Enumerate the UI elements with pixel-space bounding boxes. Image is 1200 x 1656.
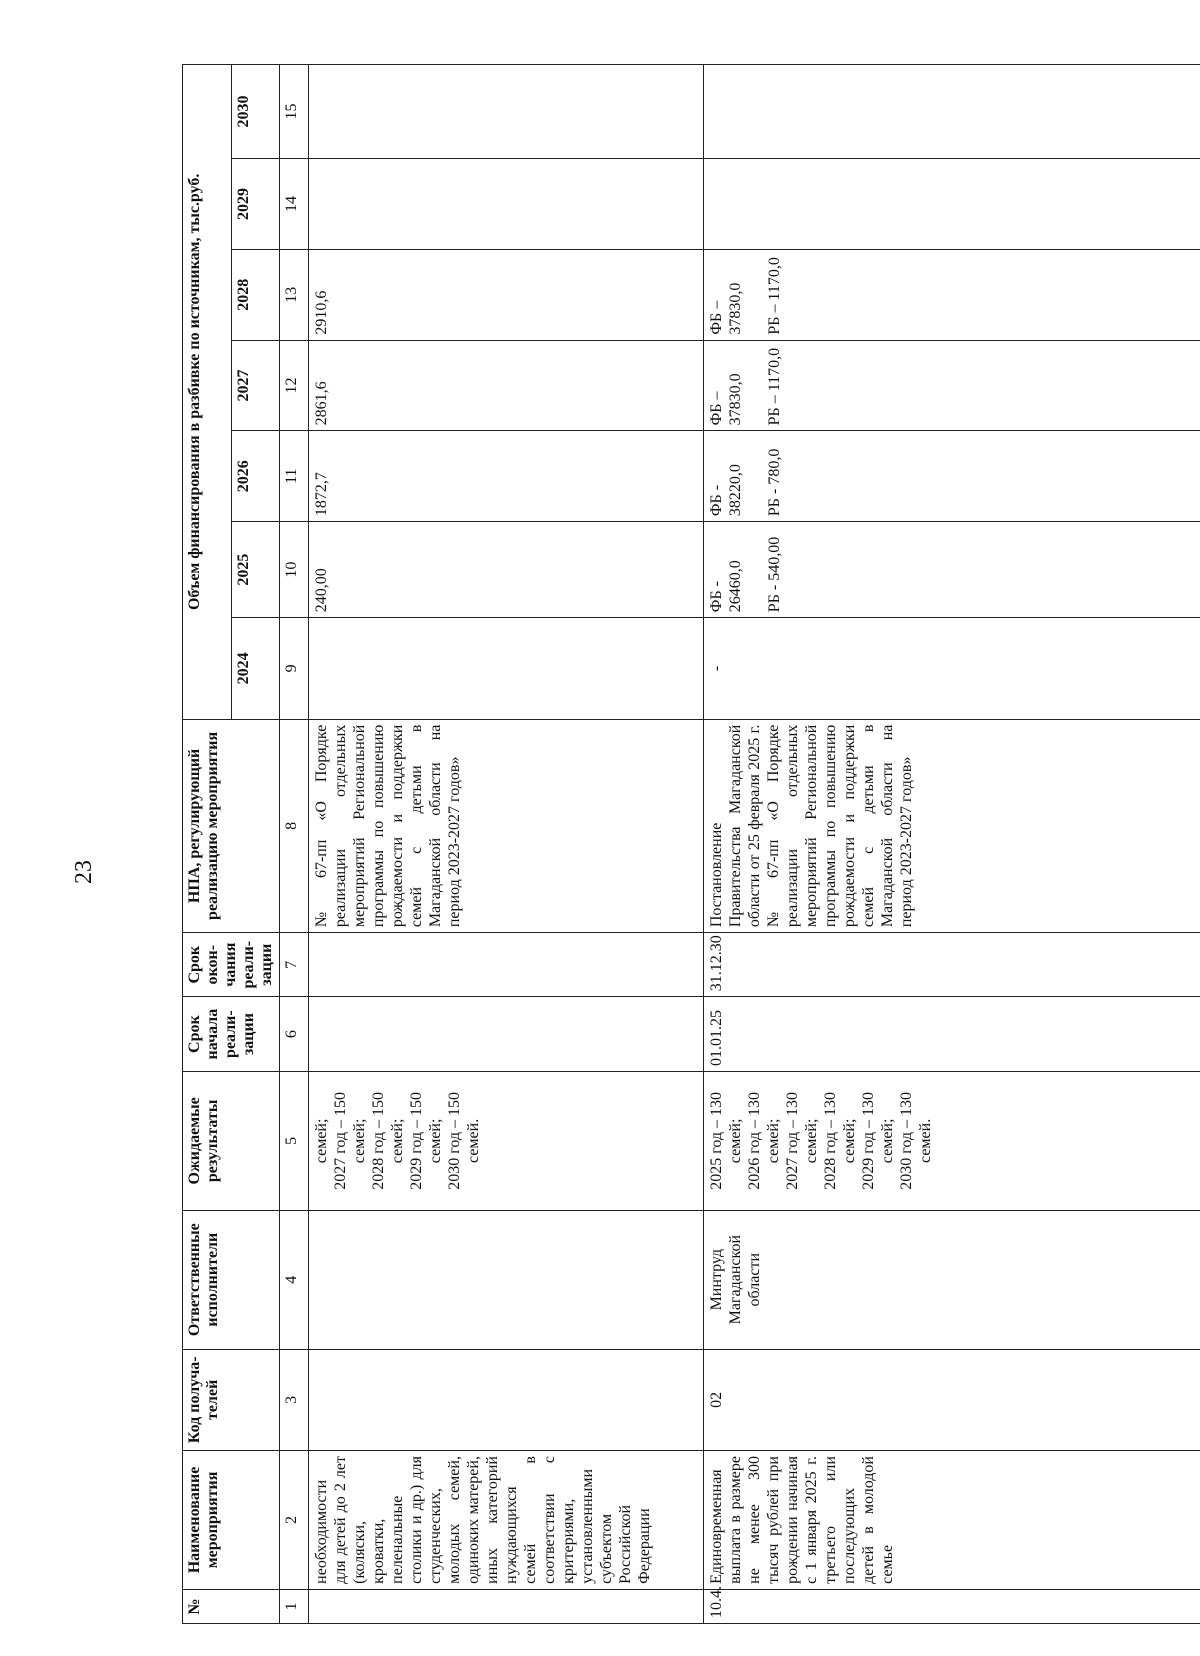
result-line: 2029 год – 130 семей;	[860, 1091, 896, 1190]
header-results: Ожидаемые результаты	[183, 1071, 280, 1210]
result-line: 2028 год – 130 семей;	[822, 1091, 858, 1190]
fin-value: 2861,6	[313, 381, 330, 426]
column-number: 5	[280, 1071, 309, 1210]
fin-2025	[309, 522, 704, 618]
result-line: семей;	[313, 1118, 330, 1164]
header-year: 2026	[231, 431, 280, 522]
fin-value: ФБ – 37830,0	[708, 282, 744, 335]
column-number: 12	[280, 340, 309, 431]
column-number: 6	[280, 997, 309, 1072]
row-no	[309, 1589, 704, 1623]
result-line: 2028 год – 150 семей;	[370, 1091, 406, 1190]
result-line: 2029 год – 150 семей;	[408, 1091, 444, 1190]
header-npa: НПА, регулирующий реализацию мероприятия	[183, 719, 280, 933]
result-line: 2027 год – 150 семей;	[332, 1091, 368, 1190]
column-number: 1	[280, 1589, 309, 1623]
fin-2028	[309, 249, 704, 340]
program-table	[182, 64, 1200, 1624]
result-line: 2030 год – 130 семей.	[898, 1091, 934, 1190]
fin-2029	[309, 159, 704, 250]
column-number: 14	[280, 159, 309, 250]
row-end	[309, 933, 704, 997]
row-start	[309, 997, 704, 1072]
header-year: 2024	[231, 618, 280, 719]
row-start: 01.01.25	[704, 997, 1200, 1072]
fin-value: -	[708, 665, 725, 672]
fin-2028	[704, 249, 1200, 340]
fin-2027	[704, 340, 1200, 431]
result-line: 2030 год – 150 семей.	[446, 1091, 482, 1190]
fin-value: РБ - 780,0	[766, 448, 783, 517]
header-year: 2029	[231, 159, 280, 250]
header-code: Код получа-телей	[183, 1349, 280, 1450]
row-no: 10.4.	[704, 1589, 1200, 1623]
fin-2024	[704, 618, 1200, 719]
column-number: 8	[280, 719, 309, 933]
fin-value: РБ - 540,00	[766, 536, 783, 613]
fin-value: ФБ - 38220,0	[708, 464, 744, 517]
fin-value: ФБ - 26460,0	[708, 560, 744, 613]
header-year: 2027	[231, 340, 280, 431]
column-number: 2	[280, 1451, 309, 1590]
table-row	[704, 65, 1200, 1624]
header-start: Срок начала реали-зации	[183, 997, 280, 1072]
row-results	[309, 1071, 704, 1210]
fin-2030	[309, 65, 704, 159]
header-executors: Ответственные исполнители	[183, 1210, 280, 1349]
column-number: 15	[280, 65, 309, 159]
fin-2029	[704, 159, 1200, 250]
column-number: 7	[280, 933, 309, 997]
fin-value: ФБ – 37830,0	[708, 373, 744, 426]
row-results	[704, 1071, 1200, 1210]
row-code: 02	[704, 1349, 1200, 1450]
fin-value: РБ – 1170,0	[766, 257, 783, 335]
result-line: 2025 год – 130 семей;	[708, 1091, 744, 1190]
row-end: 31.12.30	[704, 933, 1200, 997]
fin-value: 240,00	[313, 568, 330, 613]
header-name: Наименование мероприятия	[183, 1451, 280, 1590]
column-number: 10	[280, 522, 309, 618]
fin-2026	[704, 431, 1200, 522]
column-number-row	[280, 65, 309, 1624]
header-funding: Объем финансирования в разбивке по источникам, тыс.руб.	[183, 65, 232, 720]
fin-2030	[704, 65, 1200, 159]
row-npa: Постановление Правительства Магаданской области от 25 февраля 2025 г. № 67-пп «О Порядке реализации отдельных мероприятий Региональной программы по повышению рождаемости и поддержки семей с детьми в Магаданской области на период 2023-2027 годов»	[704, 719, 1200, 933]
result-line: 2026 год – 130 семей;	[746, 1091, 782, 1190]
row-npa: № 67-пп «О Порядке реализации отдельных мероприятий Региональной программы по повышению рождаемости и поддержки семей с детьми в Магаданской области на период 2023-2027 годов»	[309, 719, 704, 933]
fin-value: РБ – 1170,0	[766, 347, 783, 426]
table-wrapper	[182, 64, 1200, 1624]
fin-2027	[309, 340, 704, 431]
column-number: 13	[280, 249, 309, 340]
header-no: №	[183, 1589, 280, 1623]
column-number: 11	[280, 431, 309, 522]
header-year: 2025	[231, 522, 280, 618]
header-year: 2030	[231, 65, 280, 159]
fin-2025	[704, 522, 1200, 618]
fin-value: 2910,6	[313, 290, 330, 335]
fin-value: 1872,7	[313, 472, 330, 517]
column-number: 3	[280, 1349, 309, 1450]
header-end: Срок окон-чания реали-зации	[183, 933, 280, 997]
row-code	[309, 1349, 704, 1450]
column-number: 9	[280, 618, 309, 719]
fin-2024	[309, 618, 704, 719]
fin-2026	[309, 431, 704, 522]
row-name: Единовременная выплата в размере не менее 300 тысяч рублей при рождении начиная с 1 января 2025 г. третьего или последующих детей в молодой семье	[704, 1451, 1200, 1590]
result-line: 2027 год – 130 семей;	[784, 1091, 820, 1190]
row-name: необходимости для детей до 2 лет (коляски, кроватки, пеленальные столики и др.) для студенческих, молодых семей, одиноких матерей, иных категорий нуждающихся семей в соответствии с критериями, установленными субъектом Российской Федерации	[309, 1451, 704, 1590]
page-number: 23	[71, 860, 97, 884]
row-executors	[309, 1210, 704, 1349]
column-number: 4	[280, 1210, 309, 1349]
row-executors: Минтруд Магаданской области	[704, 1210, 1200, 1349]
table-row	[309, 65, 704, 1624]
header-year: 2028	[231, 249, 280, 340]
